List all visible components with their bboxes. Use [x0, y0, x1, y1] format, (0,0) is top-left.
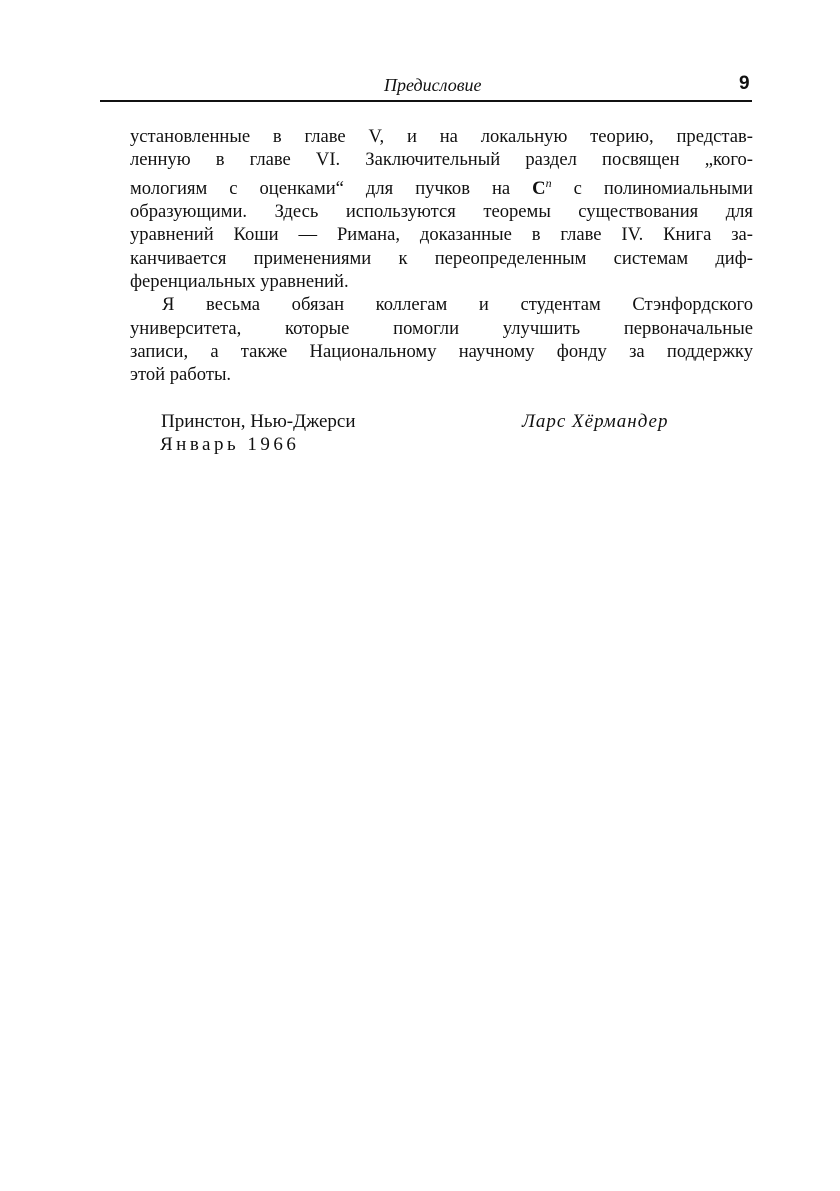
signature-date: Январь 1966 — [160, 434, 300, 455]
text-line: канчивается применениями к переопределенным системам диф- — [130, 247, 753, 269]
text-fragment: мологиям с оценками“ для пучков на — [130, 177, 533, 199]
running-header-title: Предисловие — [384, 75, 482, 95]
text-line: записи, а также Национальному научному фонду за поддержку — [130, 340, 753, 362]
text-line: ференциальных уравнений. — [130, 270, 349, 292]
header-rule — [100, 100, 752, 102]
page-number: 9 — [739, 73, 750, 94]
paragraph-2 — [130, 293, 753, 386]
text-line: Я весьма обязан коллегам и студентам Стэнфордского — [162, 294, 753, 316]
text-line — [130, 172, 753, 200]
math-superscript: n — [545, 175, 552, 190]
signature-place: Принстон, Нью-Джерси — [161, 411, 356, 432]
text-line: ленную в главе VI. Заключительный раздел посвящен „кого- — [130, 149, 753, 171]
text-line: установленные в главе V, и на локальную теорию, представ- — [130, 126, 753, 147]
text-fragment: с полиномиальными — [551, 177, 753, 199]
text-line: образующими. Здесь используются теоремы существования для — [130, 201, 753, 223]
math-symbol: C — [532, 177, 546, 199]
signature-author: Ларс Хёрмандер — [522, 411, 669, 432]
text-line: университета, которые помогли улучшить первоначальные — [130, 317, 753, 339]
text-line: уравнений Коши — Римана, доказанные в главе IV. Книга за- — [130, 224, 753, 246]
text-line: этой работы. — [130, 364, 232, 386]
body-text — [130, 125, 753, 386]
paragraph-1 — [130, 125, 753, 293]
signature-block — [161, 410, 356, 456]
